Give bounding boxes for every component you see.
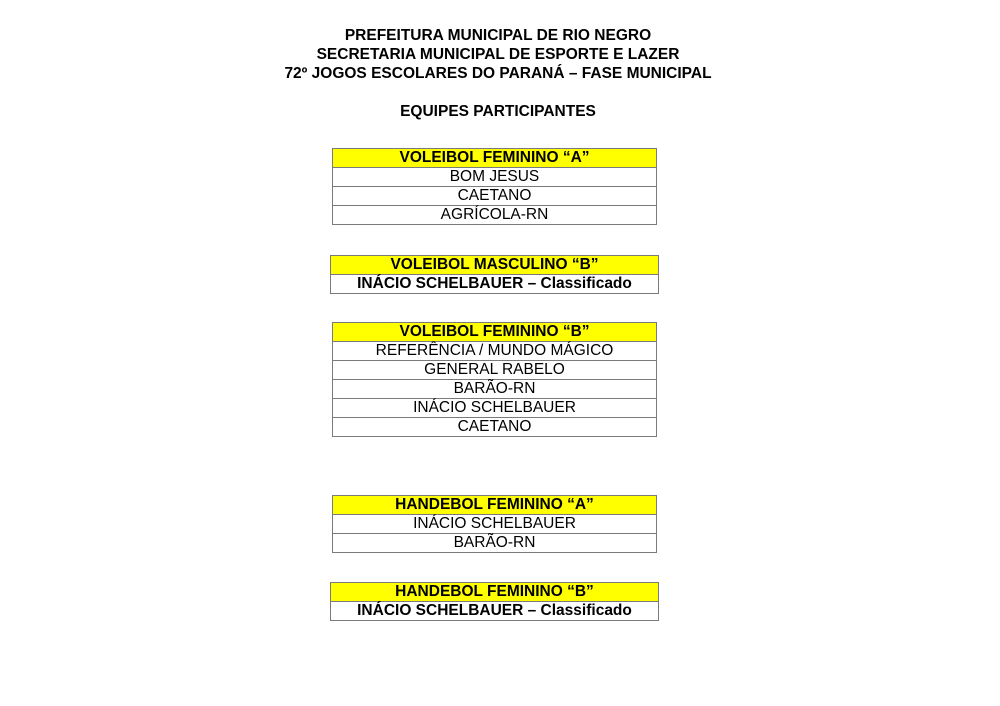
team-cell: BARÃO-RN	[333, 534, 657, 553]
team-cell: GENERAL RABELO	[333, 361, 657, 380]
table-title: VOLEIBOL FEMININO “B”	[333, 323, 657, 342]
team-cell: BOM JESUS	[333, 168, 657, 187]
header-line-2: SECRETARIA MUNICIPAL DE ESPORTE E LAZER	[316, 46, 680, 63]
table-header-row	[331, 583, 659, 602]
table-header-row	[333, 323, 657, 342]
team-cell: CAETANO	[333, 418, 657, 437]
table-row	[333, 380, 657, 399]
team-cell: INÁCIO SCHELBAUER – Classificado	[331, 275, 659, 294]
table-voleibol-feminino-a	[332, 148, 657, 225]
team-cell: CAETANO	[333, 187, 657, 206]
team-cell: INÁCIO SCHELBAUER	[333, 515, 657, 534]
team-cell: AGRÍCOLA-RN	[333, 206, 657, 225]
header-line-3: 72º JOGOS ESCOLARES DO PARANÁ – FASE MUNICIPAL	[284, 65, 712, 82]
table-row	[333, 515, 657, 534]
table-row	[331, 602, 659, 621]
document-header	[0, 26, 996, 83]
table-row	[331, 275, 659, 294]
table-handebol-feminino-a	[332, 495, 657, 553]
table-handebol-feminino-b	[330, 582, 659, 621]
table-title: HANDEBOL FEMININO “B”	[331, 583, 659, 602]
table-row	[333, 168, 657, 187]
table-title: HANDEBOL FEMININO “A”	[333, 496, 657, 515]
table-row	[333, 206, 657, 225]
table-title: VOLEIBOL MASCULINO “B”	[331, 256, 659, 275]
table-title: VOLEIBOL FEMININO “A”	[333, 149, 657, 168]
table-voleibol-masculino-b	[330, 255, 659, 294]
table-row	[333, 342, 657, 361]
table-header-row	[333, 149, 657, 168]
table-header-row	[331, 256, 659, 275]
table-header-row	[333, 496, 657, 515]
table-voleibol-feminino-b	[332, 322, 657, 437]
team-cell: BARÃO-RN	[333, 380, 657, 399]
team-cell: INÁCIO SCHELBAUER – Classificado	[331, 602, 659, 621]
header-line-1: PREFEITURA MUNICIPAL DE RIO NEGRO	[344, 27, 652, 44]
table-row	[333, 361, 657, 380]
table-row	[333, 399, 657, 418]
team-cell: INÁCIO SCHELBAUER	[333, 399, 657, 418]
table-row	[333, 187, 657, 206]
team-cell: REFERÊNCIA / MUNDO MÁGICO	[333, 342, 657, 361]
table-row	[333, 418, 657, 437]
table-row	[333, 534, 657, 553]
document-subtitle: EQUIPES PARTICIPANTES	[400, 103, 596, 120]
